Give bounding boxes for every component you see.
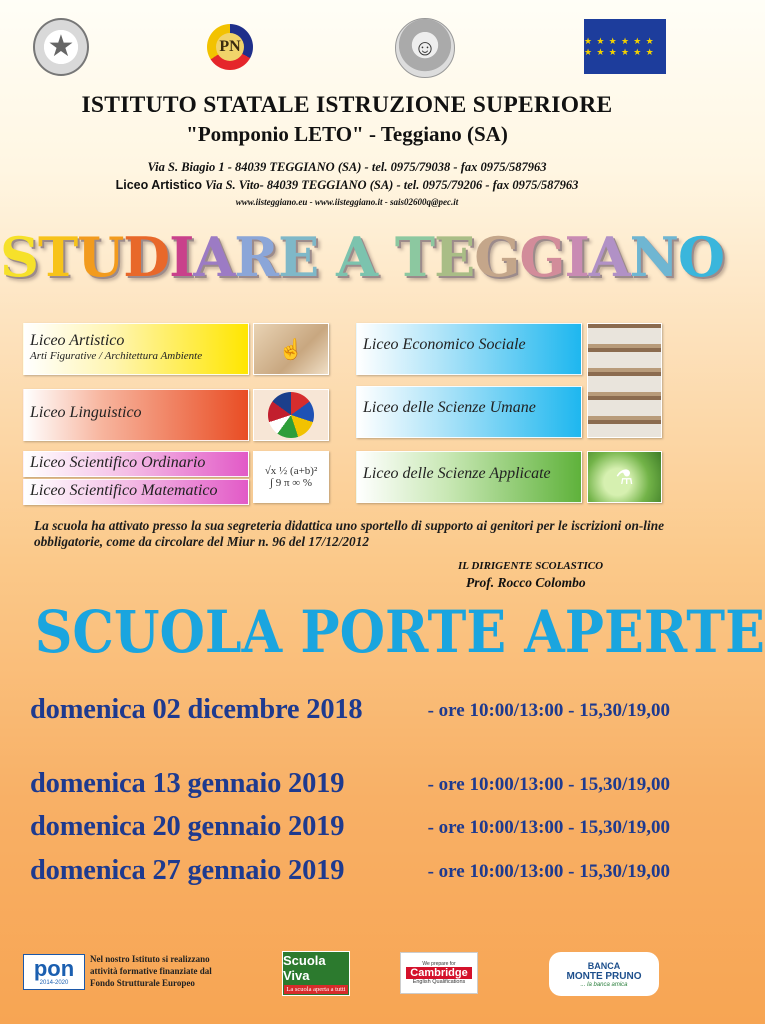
address-arts-label: Liceo Artistico (115, 178, 202, 192)
headline-letter: I (169, 225, 194, 289)
pon-text-line: attività formative finanziate dal (90, 966, 212, 976)
math-symbols-image (253, 451, 329, 503)
open-day-row (30, 855, 670, 887)
enrollment-notice: La scuola ha attivato presso la sua segreteria didattica uno sportello di supporto ai genitori per le iscrizioni on-line obbligatorie, come da circolare del Miur n. 96 del 17/12/2012 (34, 518, 664, 549)
course-label: Liceo delle Scienze Applicate (363, 465, 551, 482)
course-label: Liceo delle Scienze Umane (363, 399, 536, 416)
open-day-date: domenica 13 gennaio 2019 (30, 768, 345, 799)
headline-letter: A (588, 225, 630, 289)
headline-letter: U (77, 225, 124, 289)
headline-letter: O (678, 225, 725, 289)
open-day-hours: - ore 10:00/13:00 - 15,30/19,00 (427, 700, 670, 721)
math-line-2: ∫ 9 π ∞ % (269, 477, 313, 489)
web-links: www.iisteggiano.eu - www.iisteggiano.it - sais02600q@pec.it (235, 197, 459, 207)
headline-letter: A (336, 225, 378, 289)
address-arts-text: Via S. Vito- 84039 TEGGIANO (SA) - tel. 0975/79206 - fax 0975/587963 (201, 178, 579, 192)
signature-role: IL DIRIGENTE SCOLASTICO (458, 560, 604, 572)
course-label: Liceo Artistico (30, 332, 125, 349)
headline-letter (318, 225, 336, 289)
flags-globe-image (253, 389, 329, 441)
open-day-date: domenica 02 dicembre 2018 (30, 694, 363, 725)
scuola-viva-logo (282, 951, 350, 996)
cambridge-logo (400, 952, 478, 994)
bank-motto: ... la banca amica (580, 981, 628, 988)
cambridge-text: Cambridge (406, 967, 471, 979)
pn-monogram: PN (216, 33, 244, 61)
headline-letter: G (474, 225, 520, 289)
signature-name: Prof. Rocco Colombo (466, 575, 586, 590)
open-day-row (30, 811, 670, 843)
italian-republic-emblem-icon: ★ (33, 18, 89, 76)
headline-studiare-a-teggiano (0, 222, 725, 292)
open-day-date: domenica 20 gennaio 2019 (30, 811, 345, 842)
pon-logo (23, 954, 85, 990)
cambridge-top: We prepare for (422, 961, 456, 967)
address-arts (0, 178, 694, 193)
pn-logo-icon (205, 18, 255, 76)
course-label: Liceo Economico Sociale (363, 336, 526, 353)
open-day-row (30, 694, 670, 726)
school-seal-icon: ☺ (395, 18, 455, 78)
course-label: Liceo Linguistico (30, 404, 142, 421)
pon-logo-text: pon (33, 956, 75, 981)
scuola-viva-text: Scuola Viva (283, 953, 326, 983)
open-day-row (30, 768, 670, 800)
headline-letter: E (278, 225, 319, 289)
headline-letter: G (519, 225, 565, 289)
headline-letter: T (394, 225, 435, 289)
institute-title: ISTITUTO STATALE ISTRUZIONE SUPERIORE (81, 92, 613, 118)
creation-of-adam-image: ☝ (253, 323, 329, 375)
open-day-hours: - ore 10:00/13:00 - 15,30/19,00 (427, 861, 670, 882)
pon-text-line: Fondo Strutturale Europeo (90, 978, 195, 988)
library-bookshelf-image (587, 323, 662, 438)
math-line-1: √x ½ (a+b)² (264, 465, 318, 477)
course-liceo-scientifico-ordinario (23, 451, 249, 477)
course-label: Liceo Scientifico Ordinario (30, 454, 206, 471)
course-liceo-artistico (23, 323, 249, 375)
headline-letter: T (38, 225, 78, 289)
course-sublabel: Arti Figurative / Architettura Ambiente (30, 350, 203, 362)
course-liceo-scientifico-matematico (23, 479, 249, 505)
open-day-hours: - ore 10:00/13:00 - 15,30/19,00 (427, 817, 670, 838)
open-day-title: SCUOLA PORTE APERTE (34, 598, 765, 666)
address-main: Via S. Biagio 1 - 84039 TEGGIANO (SA) - tel. 0975/79038 - fax 0975/587963 (147, 160, 547, 174)
headline-letter: D (123, 225, 170, 289)
pon-description (90, 953, 212, 989)
open-day-date: domenica 27 gennaio 2019 (30, 855, 345, 886)
headline-letter: A (193, 225, 235, 289)
banca-monte-pruno-logo (549, 952, 659, 996)
pon-years: 2014-2020 (39, 980, 69, 986)
course-liceo-scienze-applicate (356, 451, 582, 503)
eu-flag-icon (584, 19, 666, 74)
headline-letter: I (564, 225, 589, 289)
headline-letter: N (629, 225, 679, 289)
bank-line-2: MONTE PRUNO (566, 970, 642, 982)
school-name: "Pomponio LETO" - Teggiano (SA) (186, 122, 508, 146)
headline-letter: R (234, 225, 279, 289)
eu-stars: ★ ★ ★ ★ ★ ★ ★ ★ ★ ★ ★ ★ (584, 35, 655, 57)
pon-text-line: Nel nostro Istituto si realizzano (90, 954, 210, 964)
open-day-hours: - ore 10:00/13:00 - 15,30/19,00 (427, 774, 670, 795)
course-liceo-economico-sociale (356, 323, 582, 375)
cambridge-sub: English Qualifications (412, 979, 466, 985)
bank-line-1: BANCA (587, 960, 621, 971)
scuola-viva-tagline: La scuola aperta a tutti (286, 986, 346, 993)
headline-letter (377, 225, 395, 289)
course-label: Liceo Scientifico Matematico (30, 482, 218, 499)
course-liceo-linguistico (23, 389, 249, 441)
headline-letter: S (0, 225, 38, 289)
lab-flask-image: ⚗ (587, 451, 662, 503)
course-liceo-scienze-umane (356, 386, 582, 438)
headline-letter: E (434, 225, 475, 289)
